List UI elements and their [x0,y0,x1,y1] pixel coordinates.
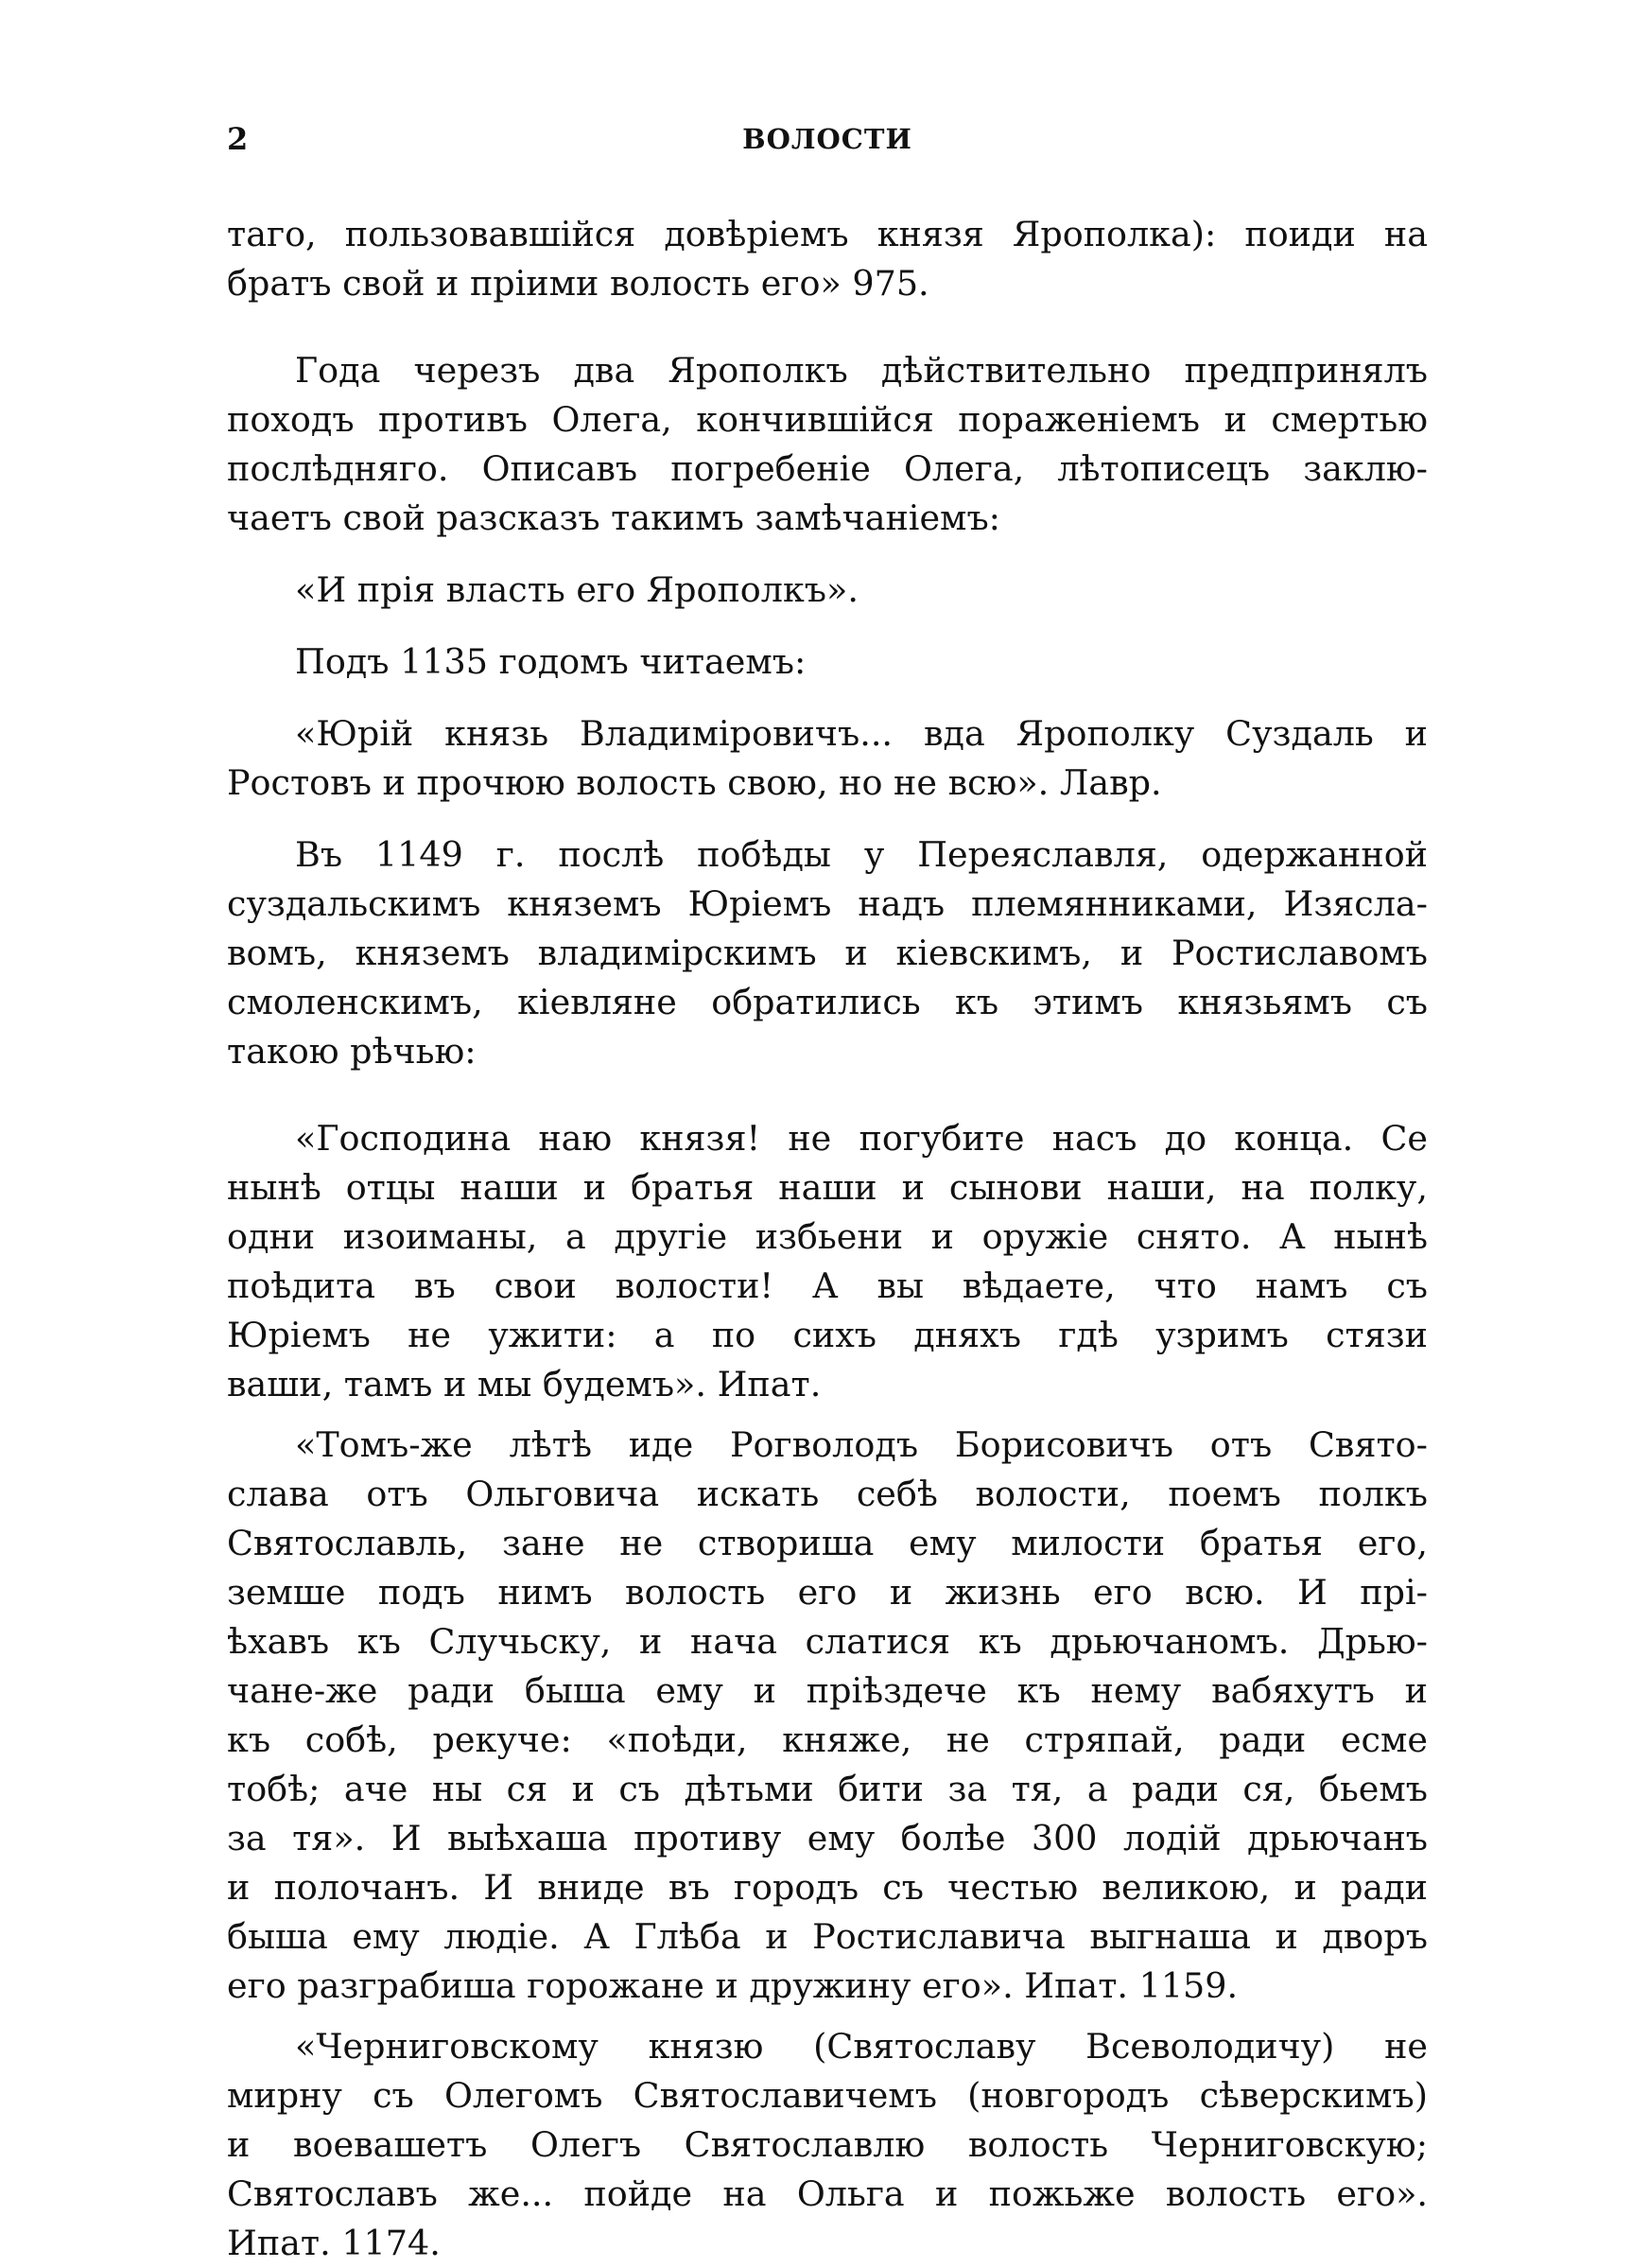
text-line: такою рѣчью: [227,1031,477,1072]
quote [227,1114,1428,1409]
text-line: поѣдита въ свои волости! А вы вѣдаете, что намъ съ [227,1265,1428,1306]
text-line: быша ему людіе. А Глѣба и Ростиславича выгнаша и дворъ [227,1916,1428,1957]
text-line: Святославъ же... пойде на Ольга и пожьже волость его». [227,2173,1428,2214]
text-line: и воевашетъ Олегъ Святославлю волость Черниговскую; [227,2124,1428,2165]
text-line: «Господина наю князя! не погубите насъ до конца. Се [295,1118,1428,1159]
text-line: чане-же ради быша ему и пріѣздече къ нему вабяхутъ и [227,1670,1428,1711]
quote [227,1421,1428,2011]
text-line: братъ свой и пріими волость его» 975. [227,263,929,304]
text-line: слава отъ Ольговича искать себѣ волости, поемъ полкъ [227,1474,1428,1514]
text-line: и полочанъ. И вниде въ городъ съ честью великою, и ради [227,1867,1428,1908]
text-line: за тя». И выѣхаша противу ему болѣе 300 лодій дрьючанъ [227,1818,1428,1858]
text-line: Святославль, зане не створиша ему милости братья его, [227,1523,1428,1563]
page-body [227,210,1428,2268]
text-line: мирну съ Олегомъ Святославичемъ (новгородъ сѣверскимъ) [227,2075,1428,2116]
text-line: вомъ, княземъ владимірскимъ и кіевскимъ, и Ростиславомъ [227,933,1428,973]
text-line: «Томъ-же лѣтѣ иде Рогволодъ Борисовичъ отъ Свято- [295,1424,1428,1465]
text-line: одни изоиманы, а другіе избьени и оружіе снято. А нынѣ [227,1216,1428,1257]
text-line: таго, пользовавшійся довѣріемъ князя Ярополка): поиди на [227,214,1428,254]
text-line: тобѣ; аче ны ся и съ дѣтьми бити за тя, а ради ся, бьемъ [227,1769,1428,1809]
text-line: «И прія власть его Ярополкъ». [295,569,859,610]
text-line: чаетъ свой разсказъ такимъ замѣчаніемъ: [227,497,1000,538]
text-line: нынѣ отцы наши и братья наши и сынови наши, на полку, [227,1167,1428,1208]
paragraph [227,830,1428,1076]
quote [227,709,1428,808]
text-line: ваши, тамъ и мы будемъ». Ипат. [227,1364,822,1404]
text-line: Подъ 1135 годомъ читаемъ: [295,641,807,682]
quote [227,566,1428,615]
text-line: къ собѣ, рекуче: «поѣди, княже, не стряпай, ради есме [227,1719,1428,1760]
text-line: Ростовъ и прочюю волость свою, но не всю». Лавр. [227,762,1162,803]
quote [227,2022,1428,2268]
paragraph [227,637,1428,687]
paragraph [227,346,1428,543]
page-header [227,121,1428,178]
text-line: земше подъ нимъ волость его и жизнь его всю. И прі- [227,1572,1428,1613]
text-line: его разграбиша горожане и дружину его». Ипат. 1159. [227,1965,1239,2006]
text-line: «Юрій князь Владиміровичъ... вда Ярополку Суздаль и [295,713,1428,754]
text-line: Года черезъ два Ярополкъ дѣйствительно предпринялъ [295,350,1428,391]
page-number: 2 [227,121,249,157]
text-line: «Черниговскому князю (Святославу Всеволодичу) не [295,2026,1428,2067]
text-line: суздальскимъ княземъ Юріемъ надъ племянниками, Изясла- [227,883,1428,924]
text-line: смоленскимъ, кіевляне обратились къ этимъ князьямъ съ [227,982,1428,1022]
paragraph-continuation [227,210,1428,308]
text-line: Ипат. 1174. [227,2223,441,2263]
text-line: ѣхавъ къ Случьску, и нача слатися къ дрьючаномъ. Дрью- [227,1621,1428,1662]
running-title: ВОЛОСТИ [742,123,912,155]
text-line: походъ противъ Олега, кончившійся пораженіемъ и смертью [227,399,1428,440]
text-line: Юріемъ не ужити: а по сихъ дняхъ гдѣ узримъ стязи [227,1315,1428,1355]
text-line: послѣдняго. Описавъ погребеніе Олега, лѣтописецъ заклю- [227,448,1428,489]
text-line: Въ 1149 г. послѣ побѣды у Переяславля, одержанной [295,834,1428,875]
